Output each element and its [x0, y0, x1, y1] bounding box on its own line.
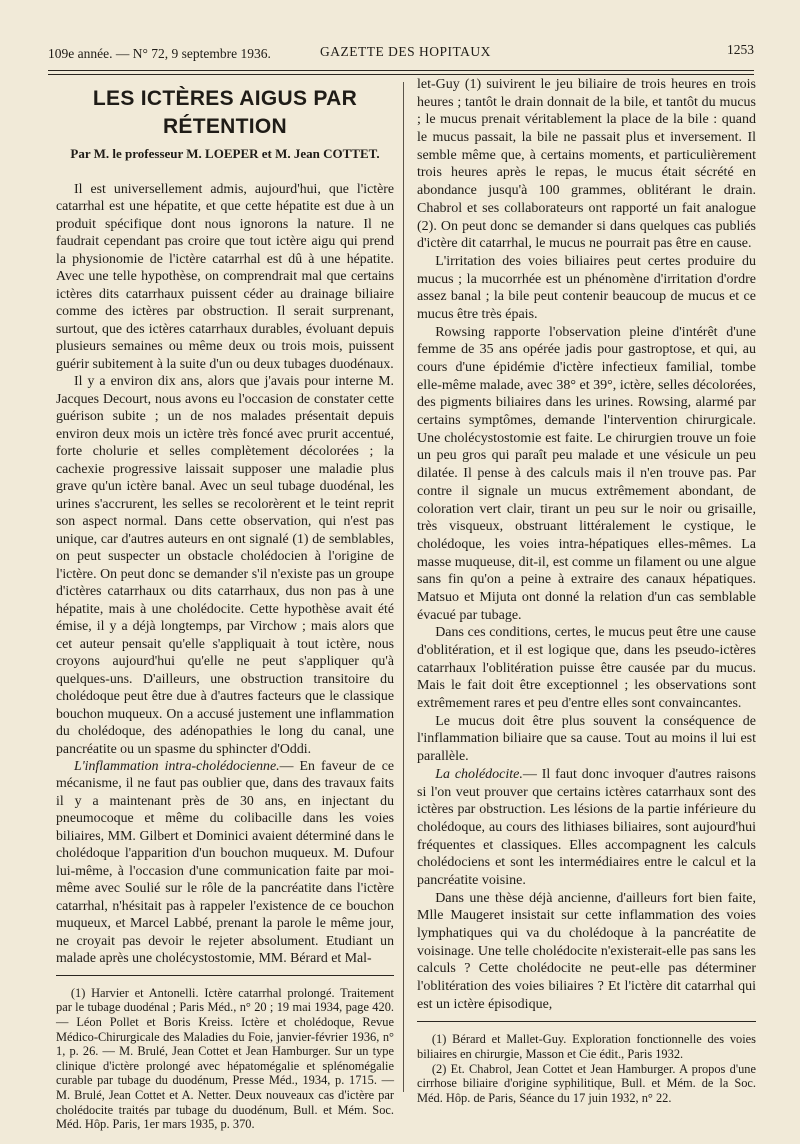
footnote: (1) Harvier et Antonelli. Ictère catarrhal prolongé. Traitement par le tubage duodénal ; Paris Méd., n° 20 ; 19 mai 1934, page 420. — Léon Pollet et Boris Kreiss. Ictère et cholédoque, Revue Médico-Chirurgicale des Maladies du Foie, janvier-février 1936, n° 1, p. 26. — M. Brulé, Jean Cottet et Jean Hamburger. Sur un type clinique d'ictère prolongé avec hépatomégalie et splénomégalie curable par tubage du duodénum, Presse Méd., 1934, p. 1715. — M. Brulé, Jean Cottet et A. Netter. Deux nouveaux cas d'ictère par cholédocite traités par tubage du duodénum, Bull. et Mém. Soc. Méd. Hôp. Paris, 1er mars 1935, p. 370. [56, 985, 394, 1132]
paragraph: Dans une thèse déjà ancienne, d'ailleurs fort bien faite, Mlle Maugeret insistait sur cette inflammation des voies lymphatiques qui va du cholédoque à la pancréatite de voisinage. Une telle cholédocite n'existerait-elle pas sans les calculs ? Cette cholédocite ne peut-elle pas déterminer l'oblitération des voies biliaires ? Et l'ictère dit catarrhal qui est un ictère épisodique, [417, 890, 756, 1012]
footnote-rule [56, 975, 394, 976]
footnote: (2) Et. Chabrol, Jean Cottet et Jean Hamburger. A propos d'une cirrhose biliaire d'origine syphilitique, Bull. et Mém. de la Soc. Méd. Hôp. de Paris, Séance du 17 juin 1932, n° 22. [417, 1061, 756, 1105]
paragraph: let-Guy (1) suivirent le jeu biliaire de trois heures en trois heures ; tantôt le drain donnait de la bile, et tantôt du mucus ; le mucus prenait véritablement la place de la bile : quand le mucus passait, la bile ne passait plus et inversement. Il semble même que, à certains moments, et particulièrement trois heures après le repas, le mucus était sécrété en abondance jusqu'à 100 grammes, oblitérant le drain. Chabrol et ses collaborateurs ont rapporté un fait analogue (2). On peut donc se demander si dans quelques cas publiés d'ictère dit catarrhal, le mucus ne pourrait pas être en cause. [417, 77, 756, 252]
footnote: (1) Bérard et Mallet-Guy. Exploration fonctionnelle des voies biliaires en chirurgie, Masson et Cie édit., Paris 1932. [417, 1032, 756, 1062]
paragraph: Dans ces conditions, certes, le mucus peut être une cause d'oblitération, et il est logique que, dans les pseudo-ictères catarrhaux l'oblitération puisse être causée par du mucus. Mais le fait doit être exceptionnel ; les observations sont extrêmement rares et peu d'entre elles sont convaincantes. [417, 625, 756, 712]
paragraph: Il est universellement admis, aujourd'hui, que l'ictère catarrhal est une hépatite, et que cette hépatite est due à un produit spécifique dont nous ignorons la nature. Il ne faudrait cependant pas croire que tout ictère aigu qui prend la physionomie de l'ictère catarrhal est dû à une hépatite. Avec une telle hypothèse, on comprendrait mal que certains ictères dits catarrhaux puissent céder au drainage biliaire comme des ictères par obstruction. Il serait surprenant, surtout, que des ictères catarrhaux durables, évoluant depuis plusieurs semaines ou même deux ou trois mois, puissent guérir subitement à la suite d'un ou deux tubages duodénaux. [56, 181, 394, 371]
column-separator [403, 82, 404, 1092]
paragraph: Le mucus doit être plus souvent la conséquence de l'inflammation biliaire que sa cause. Tout au moins il lui est parallèle. [417, 713, 756, 765]
section-label: L'inflammation intra-cholédocienne. [74, 757, 280, 773]
left-column [56, 85, 394, 1132]
header-rule-double [48, 74, 754, 75]
paragraph: L'irritation des voies biliaires peut certes produire du mucus ; la mucorrhée est un phénomène d'irritation d'ordre assez banal ; la bile peut contenir beaucoup de mucus et ce mucus être très épais. [417, 253, 756, 322]
footnotes [417, 1032, 756, 1105]
right-column [417, 76, 756, 1105]
issue-info: 109e année. — N° 72, 9 septembre 1936. [48, 46, 271, 61]
footnotes [56, 986, 394, 1132]
article-byline: Par M. le professeur M. LOEPER et M. Jean COTTET. [70, 146, 380, 161]
paragraph [417, 766, 756, 890]
header-rule [48, 70, 754, 71]
journal-title: GAZETTE DES HOPITAUX [320, 44, 491, 59]
page-header [48, 42, 754, 66]
paragraph: Il y a environ dix ans, alors que j'avais pour interne M. Jacques Decourt, nous avons eu l'occasion de constater cette guérison subite ; un de nos malades présentait depuis environ deux mois un ictère très foncé avec prurit accentué, forte cholurie et selles complètement décolorées ; la cachexie progressive laissait supposer une maladie plus grave qu'un ictère banal. Avec un seul tubage duodénal, les urines s'accrurent, les selles se recolorèrent et le teint reprit son aspect normal. Dans cette observation, qui n'est pas unique, car d'autres auteurs en ont signalé (1) de semblables, on peut suspecter un obstacle cholédocien à l'origine de l'ictère. On peut donc se demander s'il n'existe pas un groupe d'ictères catarrhaux ou dits catarrhaux, dus non pas à une hépatite, mais à une cholédocite. Cette hypothèse avait été émise, il y a déjà longtemps, par Virchow ; mais alors que cet auteur pensait qu'elle s'appliquait à tout ictère, nous croyons aujourd'hui qu'elle ne peut s'appliquer qu'à quelques-uns. D'ailleurs, une obstruction transitoire du cholédoque peut être due à d'autres facteurs que le classique bouchon muqueux. On a accusé justement une inflammation du cholédoque, des adénopathies le long du canal, une pancréatite ou un spasme du sphincter d'Oddi. [56, 373, 394, 756]
paragraph: Rowsing rapporte l'observation pleine d'intérêt d'une femme de 35 ans opérée jadis pour gastroptose, et qui, au cours d'une épidémie d'ictère infectieux familial, tombe elle-même malade, avec 38° et 39°, ictère, selles décolorées, des pigments biliaires dans les urines. Rowsing, alarmé par certains symptômes, demande l'intervention chirurgicale. Une cholécystostomie est faite. Le chirurgien trouve un foie un peu gros qui paraît peu malade et une vésicule un peu dilatée. Il pense à des calculs mais il n'en trouve pas. Par contre il signale un mucus extrêmement abondant, de coloration vert clair, tirant un peu sur le noir ou grisaille, très visqueux, obstruant littéralement le cystique, le cholédoque, les voies intra-hépatiques elles-mêmes. La masse muqueuse, dit-il, est comme un filament ou une algue sans fin qu'on a peine à extraire des canaux hépatiques. Matsuo et Mijuta ont donné la relation d'un cas semblable évacué par tubage. [417, 324, 756, 623]
section-label: La cholédocite. [435, 766, 523, 782]
paragraph-text: — En faveur de ce mécanisme, il ne faut pas oublier que, dans des travaux faits il y a maintenant près de 30 ans, en injectant du pneumocoque et même du colibacille dans les voies biliaires, MM. Gilbert et Dominici avaient déterminé dans le cholédoque l'apparition d'un bouchon muqueux. M. Dufour lui-même, à l'occasion d'une communication faite par moi-même avec Soulié sur le rôle de la pancréatite dans l'ictère catarrhal, n'hésitait pas à rappeler l'existence de ce bouchon muqueux, et Marcel Labbé, prenant la parole le même jour, ne croyait pas devoir le rejeter absolument. Etudiant un malade après une cholécystostomie, MM. Bérard et Mal- [56, 757, 394, 966]
page-number: 1253 [727, 42, 754, 57]
paragraph [56, 757, 394, 967]
paragraph-text: — Il faut donc invoquer d'autres raisons si l'on veut prouver que certains ictères catarrhaux sont des ictères par obstruction. Les lésions de la partie inférieure du cholédoque, au cours des lithiases biliaires, sont aujourd'hui fréquentes et classiques. Elles accompagnent les calculs cholédociens et sont les intermédiaires entre le calcul et la pancréatite voisine. [417, 766, 756, 888]
footnote-rule [417, 1021, 756, 1022]
article-title: LES ICTÈRES AIGUS PAR RÉTENTION [92, 87, 358, 138]
